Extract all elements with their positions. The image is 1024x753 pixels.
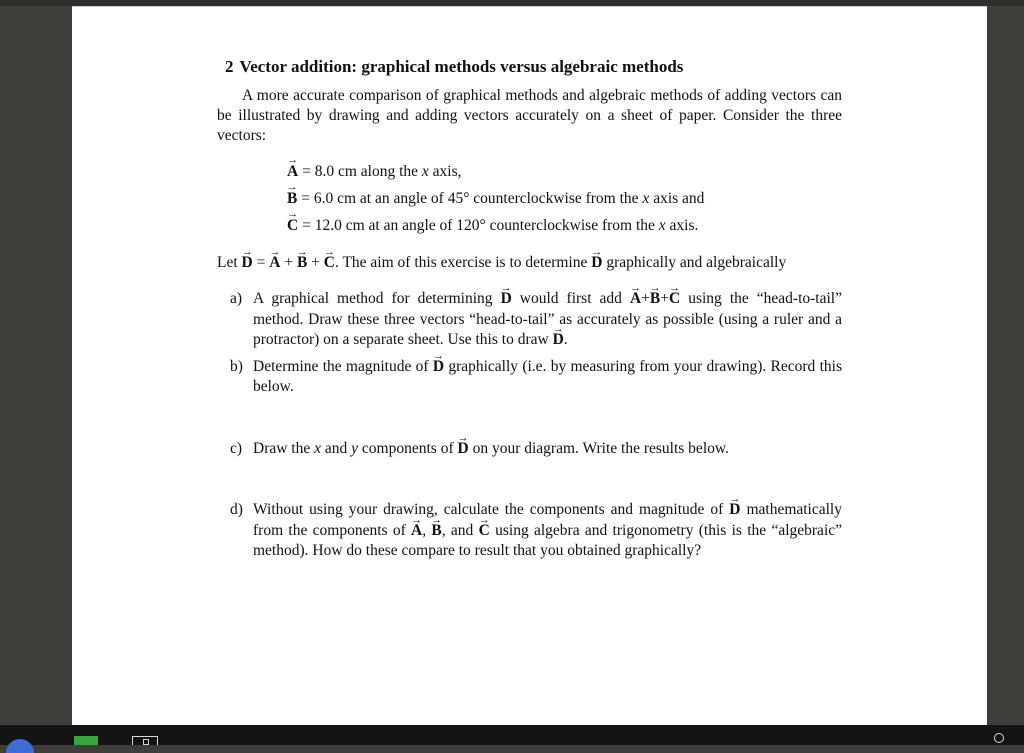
question-d <box>217 500 842 562</box>
qb-t2: graphically (i.e. by measuring from your drawing). Record this below. <box>253 357 842 395</box>
question-a <box>217 289 842 351</box>
qd-vec-c: → C <box>479 521 490 542</box>
qd-vec-d: → D <box>729 500 740 521</box>
let-vector-a: → A <box>269 253 280 273</box>
let-plus-1: + <box>280 254 297 271</box>
vector-c-var: x <box>658 217 666 234</box>
question-c <box>217 439 842 460</box>
qc-y: y <box>351 439 359 457</box>
let-vector-d: → D <box>242 253 253 273</box>
qb-t1: Determine the magnitude of <box>253 357 433 375</box>
question-a-text: A graphical method for determining → D would first add → A+→ B+→ C using the “head-to-tail” method. Draw these three vectors “head-to-tail” as accurately as possible (using a ruler and a protractor) on a separate sheet. Use this to draw → D. <box>253 289 842 351</box>
vector-c-symbol: → C <box>287 212 298 239</box>
question-a-marker: a) <box>230 290 243 307</box>
document-page <box>72 6 987 726</box>
qc-t2: and <box>321 439 352 457</box>
qa-t4: . <box>563 331 568 348</box>
qa-vec-d: → D <box>501 289 512 310</box>
qb-vec-d: → D <box>433 357 444 378</box>
question-c-marker: c) <box>230 439 243 457</box>
vector-c-desc: at an angle of 120° counterclockwise from the <box>368 217 659 234</box>
qa-t3: using the “head-to-tail” method. Draw these three vectors “head-to-tail” as accurately as possible (using a ruler and a protractor) on a separate sheet. Use this to draw <box>253 290 842 348</box>
qa-vec-d-2: → D <box>553 330 564 351</box>
vector-c-value: 12.0 cm <box>314 217 365 234</box>
question-list <box>217 289 842 562</box>
vector-b-symbol: → B <box>287 185 297 212</box>
qa-t1: A graphical method for determining <box>253 290 501 307</box>
taskbar-app-icon[interactable] <box>74 736 98 745</box>
section-heading <box>225 57 842 77</box>
qa-vec-a: → A <box>630 289 641 310</box>
vector-a-desc: along the <box>360 163 422 180</box>
vector-a-value: 8.0 cm <box>314 163 357 180</box>
let-vector-d-2: → D <box>591 253 602 273</box>
question-b <box>217 357 842 398</box>
qd-vec-b: → B <box>431 521 441 542</box>
vector-c-desc-end: axis. <box>665 217 699 234</box>
vector-c-definition: → C = 12.0 cm at an angle of 120° counterclockwise from the x axis. <box>287 212 842 239</box>
qd-t1: Without using your drawing, calculate the components and magnitude of <box>253 501 730 518</box>
start-button-icon[interactable] <box>6 739 34 753</box>
vector-b-var: x <box>642 190 650 207</box>
tray-icon[interactable] <box>994 733 1004 743</box>
let-equals: = <box>252 254 270 271</box>
intro-paragraph: A more accurate comparison of graphical methods and algebraic methods of adding vectors can be illustrated by drawing and adding vectors accurately on a sheet of paper. Consider the three vectors: <box>217 87 842 144</box>
let-mid-text: . The aim of this exercise is to determine <box>334 254 592 271</box>
qd-and: , and <box>441 521 479 539</box>
qd-comma: , <box>422 521 432 539</box>
qa-vec-c: → C <box>669 289 680 310</box>
qc-t3: components of <box>358 439 458 457</box>
let-tail-text: graphically and algebraically <box>602 254 787 271</box>
taskbar <box>0 725 1024 745</box>
document-content <box>217 57 842 562</box>
qc-vec-d: → D <box>458 439 469 460</box>
qc-t4: on your diagram. Write the results below. <box>468 439 729 457</box>
section-number: 2 <box>225 57 234 76</box>
vector-a-var: x <box>421 163 429 180</box>
question-c-text <box>253 439 842 460</box>
let-lead: Let <box>217 254 242 271</box>
question-b-marker: b) <box>230 357 243 375</box>
vector-b-definition: → B = 6.0 cm at an angle of 45° counterclockwise from the x axis and <box>287 185 842 212</box>
qd-vec-a: → A <box>411 521 422 542</box>
vector-definitions <box>287 158 842 239</box>
vector-a-desc-end: axis, <box>428 163 462 180</box>
vector-a-definition: → A = 8.0 cm along the x axis, <box>287 158 842 185</box>
qc-t1: Draw the <box>253 439 315 457</box>
let-vector-b: → B <box>297 253 307 273</box>
let-vector-c: → C <box>324 253 335 273</box>
vector-b-value: 6.0 cm <box>313 190 357 207</box>
vector-b-desc: at an angle of 45° counterclockwise from the <box>359 190 643 207</box>
qd-t3: using algebra and trigonometry (this is the “algebraic” method). How do these compare to result that you obtained graphically? <box>253 521 843 559</box>
vector-a-symbol: → A <box>287 158 298 185</box>
question-d-text <box>253 500 842 562</box>
question-b-text <box>253 357 842 398</box>
let-paragraph <box>217 253 842 273</box>
section-title: Vector addition: graphical methods versus algebraic methods <box>239 57 684 76</box>
qa-t2: would first add <box>511 290 630 307</box>
taskbar-window-icon[interactable] <box>132 736 158 745</box>
let-plus-2: + <box>307 254 324 271</box>
qd-t2: mathematically from the components of <box>253 501 842 539</box>
qa-vec-b: → B <box>650 289 660 310</box>
vector-b-desc-end: axis and <box>649 190 705 207</box>
qc-x: x <box>314 439 322 457</box>
question-d-marker: d) <box>230 501 243 518</box>
